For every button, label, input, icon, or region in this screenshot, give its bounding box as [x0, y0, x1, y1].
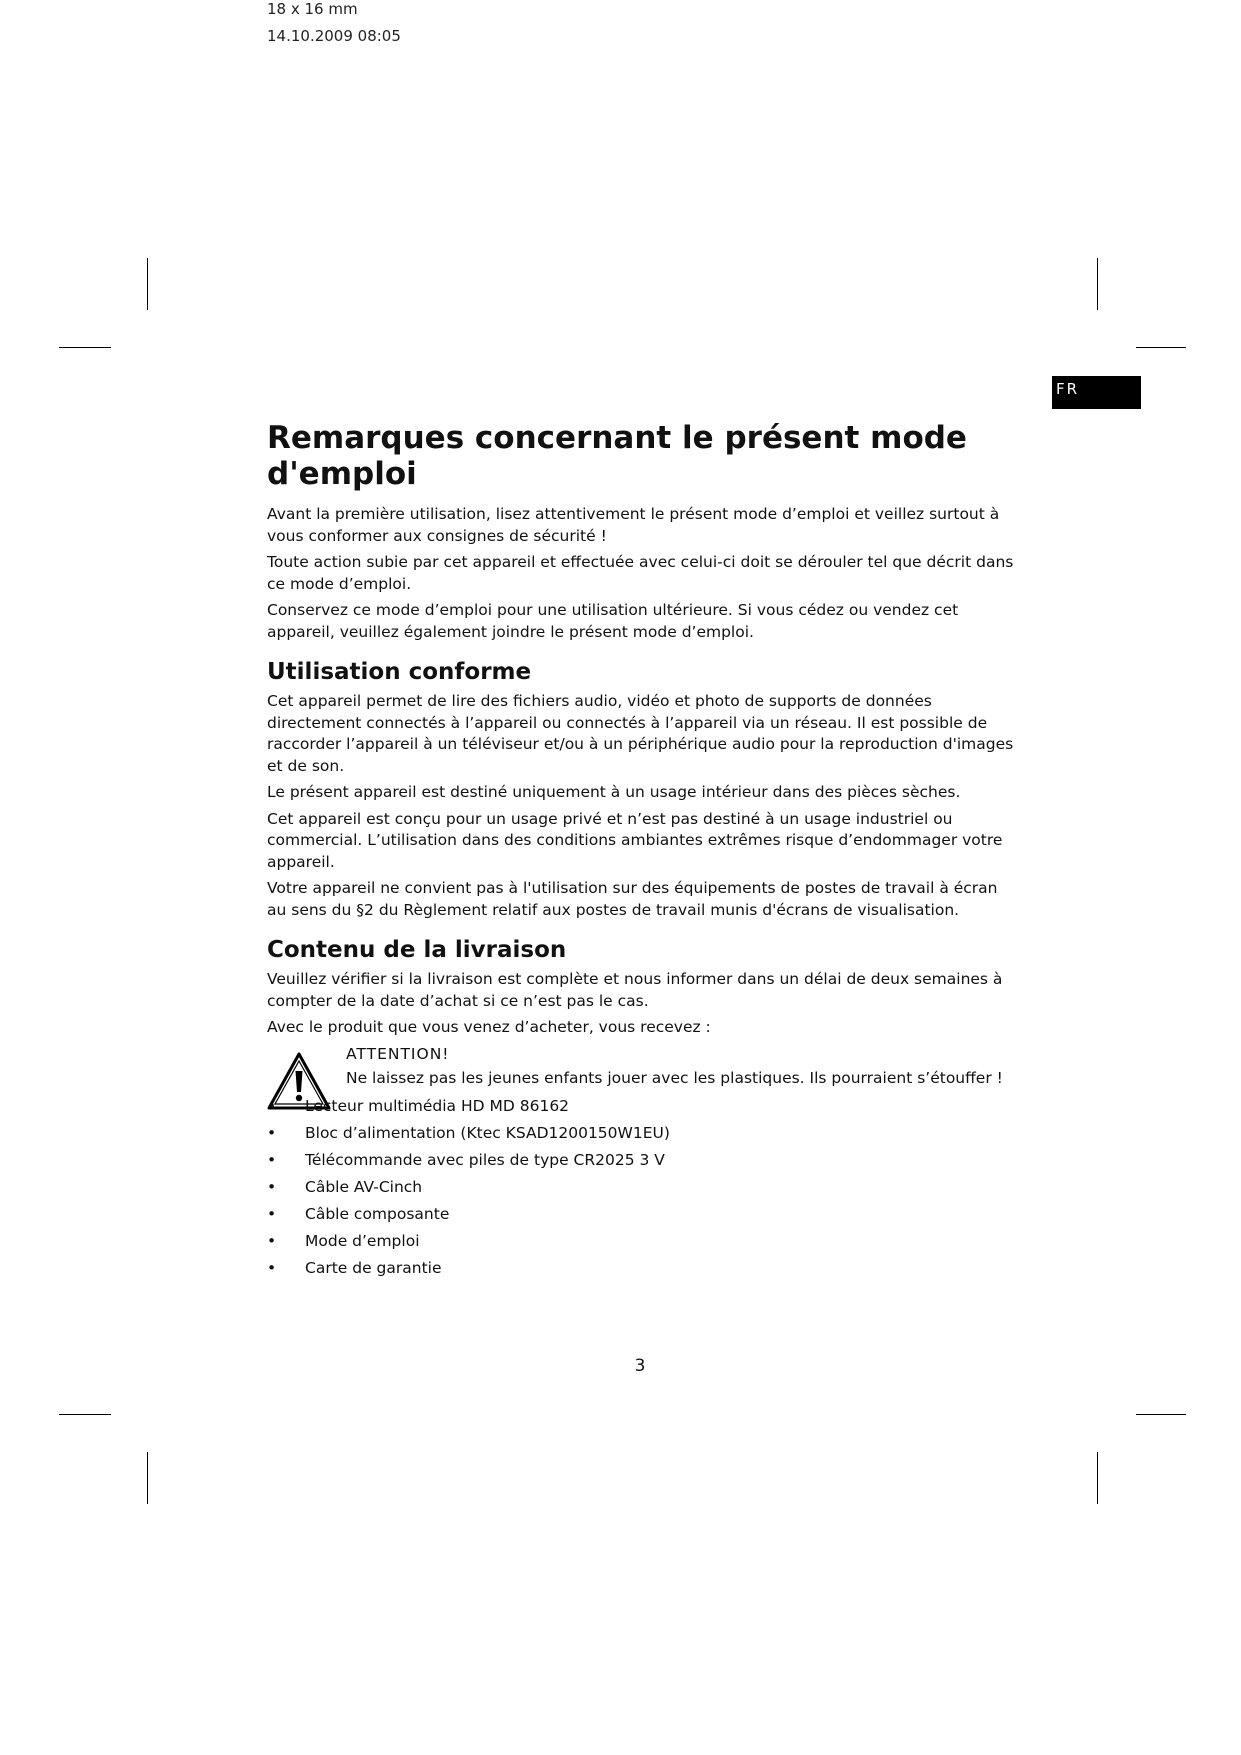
intro-paragraph-3: Conservez ce mode d’emploi pour une utilisation ultérieure. Si vous cédez ou vendez cet appareil, veuillez également joindre le présent mode d’emploi.: [267, 601, 959, 641]
crop-mark-bottom-right-vertical: [1097, 1452, 1098, 1504]
language-tab: FR: [1052, 376, 1141, 409]
print-datetime: 14.10.2009 08:05: [267, 27, 401, 45]
warning-text: Ne laissez pas les jeunes enfants jouer avec les plastiques. Ils pourraient s’étouffer !: [346, 1069, 1003, 1087]
delivery-paragraph-1: Veuillez vérifier si la livraison est complète et nous informer dans un délai de deux semaines à compter de la date d’achat si ce n’est pas le cas.: [267, 970, 1003, 1010]
crop-mark-bottom-left-horizontal: [59, 1414, 111, 1415]
list-item: • Lecteur multimédia HD MD 86162: [267, 1096, 1017, 1118]
list-item: • Bloc d’alimentation (Ktec KSAD1200150W1EU): [267, 1123, 1017, 1145]
delivery-paragraph-2: Avec le produit que vous venez d’acheter, vous recevez :: [267, 1018, 711, 1036]
intro-paragraph-2: Toute action subie par cet appareil et effectuée avec celui-ci doit se dérouler tel que décrit dans ce mode d’emploi.: [267, 553, 1014, 593]
page-title: Remarques concernant le présent mode d'emploi: [267, 420, 967, 492]
warning-title: ATTENTION!: [346, 1044, 450, 1063]
use-paragraph-2: Le présent appareil est destiné uniquement à un usage intérieur dans des pièces sèches.: [267, 783, 961, 801]
crop-mark-bottom-right-horizontal: [1136, 1414, 1186, 1415]
warning-notice: [267, 1044, 1017, 1090]
list-item: • Câble composante: [267, 1204, 1017, 1226]
print-size: 18 x 16 mm: [267, 0, 358, 18]
list-item: • Carte de garantie: [267, 1258, 1017, 1280]
crop-mark-top-left-vertical: [147, 258, 148, 310]
document-body: [267, 420, 1017, 1285]
intro-paragraph-1: Avant la première utilisation, lisez attentivement le présent mode d’emploi et veillez surtout à vous conformer aux consignes de sécurité !: [267, 505, 1000, 545]
list-item: • Câble AV-Cinch: [267, 1177, 1017, 1199]
crop-mark-top-right-vertical: [1097, 258, 1098, 310]
use-paragraph-4: Votre appareil ne convient pas à l'utilisation sur des équipements de postes de travail à écran au sens du §2 du Règlement relatif aux postes de travail munis d'écrans de visualisation.: [267, 879, 998, 919]
crop-mark-top-left-horizontal: [59, 347, 111, 348]
use-paragraph-1: Cet appareil permet de lire des fichiers audio, vidéo et photo de supports de données directement connectés à l’appareil ou connectés à l’appareil via un réseau. Il est possible de raccorder l’appareil à un téléviseur et/ou à un périphérique audio pour la reproduction d'images et de son.: [267, 692, 1014, 775]
page-number: 3: [634, 1356, 646, 1376]
delivery-items-list: [267, 1096, 1017, 1280]
use-paragraph-3: Cet appareil est conçu pour un usage privé et n’est pas destiné à un usage industriel ou commercial. L’utilisation dans des conditions ambiantes extrêmes risque d’endommager votre appareil.: [267, 809, 1003, 871]
section-heading-delivery: Contenu de la livraison: [267, 937, 567, 963]
crop-mark-top-right-horizontal: [1136, 347, 1186, 348]
list-item: • Mode d’emploi: [267, 1231, 1017, 1253]
list-item: • Télécommande avec piles de type CR2025 3 V: [267, 1150, 1017, 1172]
section-heading-use: Utilisation conforme: [267, 659, 532, 685]
crop-mark-bottom-left-vertical: [147, 1452, 148, 1504]
